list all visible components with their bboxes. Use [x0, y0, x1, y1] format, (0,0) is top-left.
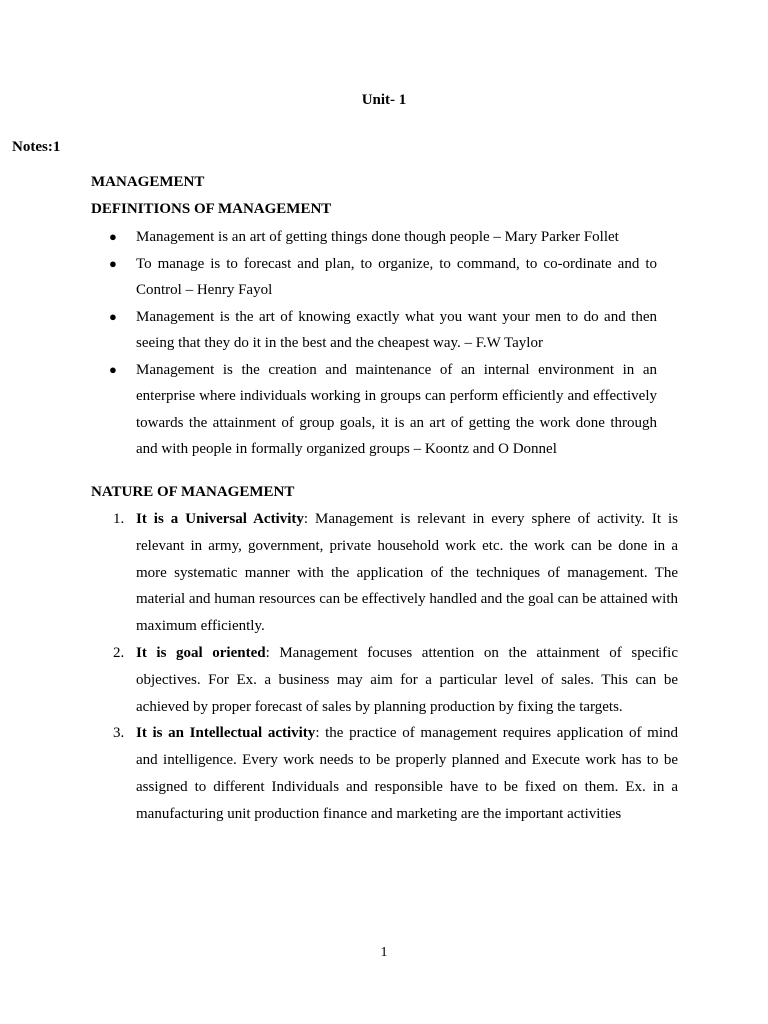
item-title: It is a Universal Activity: [136, 511, 304, 527]
definition-item: [91, 224, 657, 251]
definition-text: Management is the creation and maintenance of an internal environment in an enterprise where individuals working in groups can perform efficiently and effectively towards the attainment of group goals, it is an art of getting the work done through and with people in formally organized groups – Koontz and O Donnel: [136, 361, 657, 457]
bullet-icon: ●: [109, 229, 117, 244]
definitions-list: [91, 224, 657, 463]
item-number: 1.: [113, 511, 125, 527]
item-text: : the practice of management requires application of mind and intelligence. Every work needs to be properly planned and Execute work has to be assigned to different Individuals and responsible have to be fixed on them. Ex. in a manufacturing unit production finance and marketing are the important activities: [136, 725, 678, 822]
item-text: : Management is relevant in every sphere of activity. It is relevant in army, government, private household work etc. the work can be done in a more systematic manner with the application of the techniques of management. The material and human resources can be effectively handled and the goal can be attained with maximum efficiently.: [136, 511, 678, 635]
definitions-heading: DEFINITIONS OF MANAGEMENT: [91, 201, 332, 217]
bullet-icon: ●: [109, 361, 117, 377]
item-title: It is goal oriented: [136, 644, 266, 661]
item-number: 3.: [113, 725, 125, 742]
item-number: 2.: [113, 644, 125, 661]
notes-label: Notes:1: [12, 139, 61, 155]
definition-item: [91, 357, 657, 463]
bullet-icon: ●: [109, 308, 117, 324]
definition-item: [91, 251, 657, 304]
definition-text: Management is an art of getting things done though people – Mary Parker Follet: [136, 229, 619, 245]
definition-item: [91, 304, 657, 357]
definition-text: Management is the art of knowing exactly what you want your men to do and then seeing that they do it in the best and the cheapest way. – F.W Taylor: [136, 308, 657, 351]
item-title: It is an Intellectual activity: [136, 725, 316, 742]
nature-item: [91, 720, 678, 827]
item-text: : Management focuses attention on the attainment of specific objectives. For Ex. a business may aim for a particular level of sales. This can be achieved by proper forecast of sales by planning production by fixing the targets.: [136, 644, 678, 715]
nature-item: [91, 506, 678, 640]
unit-title: Unit- 1: [361, 92, 407, 108]
nature-list: [91, 506, 678, 828]
bullet-icon: ●: [109, 255, 117, 271]
management-heading: MANAGEMENT: [91, 174, 205, 190]
definition-text: To manage is to forecast and plan, to organize, to command, to co-ordinate and to Control – Henry Fayol: [136, 255, 657, 298]
page-number: 1: [380, 945, 388, 960]
nature-heading: NATURE OF MANAGEMENT: [91, 484, 295, 500]
nature-item: [91, 640, 678, 720]
